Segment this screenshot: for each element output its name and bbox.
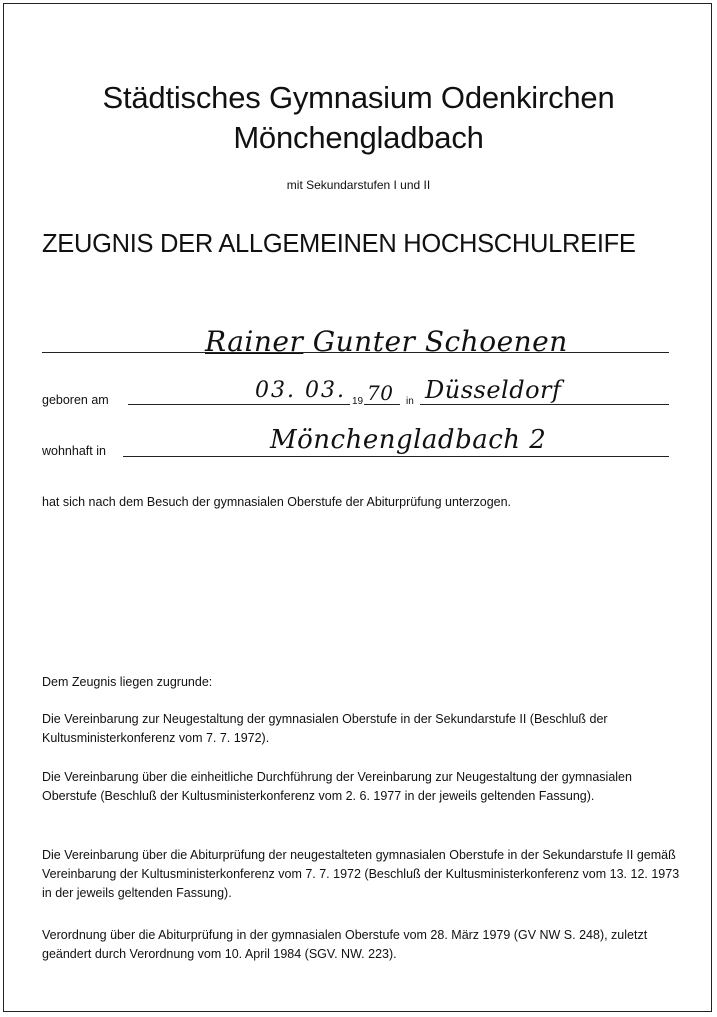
residence-line [123, 456, 669, 457]
basis-item: Die Vereinbarung zur Neugestaltung der gymnasialen Oberstufe in der Sekundarstufe II (Beschluß der Kultusministerkonferenz vom 7. 7. 1972). [42, 712, 608, 745]
basis-item: Verordnung über die Abiturprüfung in der gymnasialen Oberstufe vom 28. März 1979 (GV NW S. 248), zuletzt geändert durch Verordnung vom 10. April 1984 (SGV. NW. 223). [42, 928, 648, 961]
birth-date-line [128, 404, 350, 405]
school-city: Mönchengladbach [233, 120, 484, 155]
residence: Mönchengladbach 2 [270, 425, 547, 455]
birth-year-line [364, 404, 400, 405]
student-name [205, 325, 568, 358]
student-name-rest: Gunter Schoenen [312, 325, 568, 358]
birth-place: Düsseldorf [425, 376, 562, 404]
basis-item: Die Vereinbarung über die Abiturprüfung der neugestalteten gymnasialen Oberstufe in der Sekundarstufe II gemäß Vereinbarung der Kultusministerkonferenz vom 7. 7. 1972 (Beschluß der Kultusministerkonferenz vom 13. 12. 1973 in der jeweils geltenden Fassung). [42, 848, 680, 900]
document-title: ZEUGNIS DER ALLGEMEINEN HOCHSCHULREIFE [42, 230, 636, 258]
in-label: in [406, 396, 414, 407]
statement-text: hat sich nach dem Besuch der gymnasialen Oberstufe der Abiturprüfung unterzogen. [42, 495, 512, 509]
name-line [42, 352, 669, 353]
born-label: geboren am [42, 393, 109, 407]
year-prefix: 19 [352, 396, 364, 407]
birth-year: 70 [367, 381, 394, 405]
school-name: Städtisches Gymnasium Odenkirchen [102, 80, 615, 115]
basis-intro: Dem Zeugnis liegen zugrunde: [42, 675, 213, 689]
birth-date: 03. 03. [255, 378, 346, 403]
residence-label: wohnhaft in [42, 444, 106, 458]
school-subtitle: mit Sekundarstufen I und II [286, 178, 431, 192]
birth-place-line [420, 404, 669, 405]
basis-item: Die Vereinbarung über die einheitliche Durchführung der Vereinbarung zur Neugestaltung der gymnasialen Oberstufe (Beschluß der Kultusministerkonferenz vom 2. 6. 1977 in der jeweils geltenden Fassung). [42, 770, 632, 803]
student-first-name: Rainer [205, 325, 304, 358]
